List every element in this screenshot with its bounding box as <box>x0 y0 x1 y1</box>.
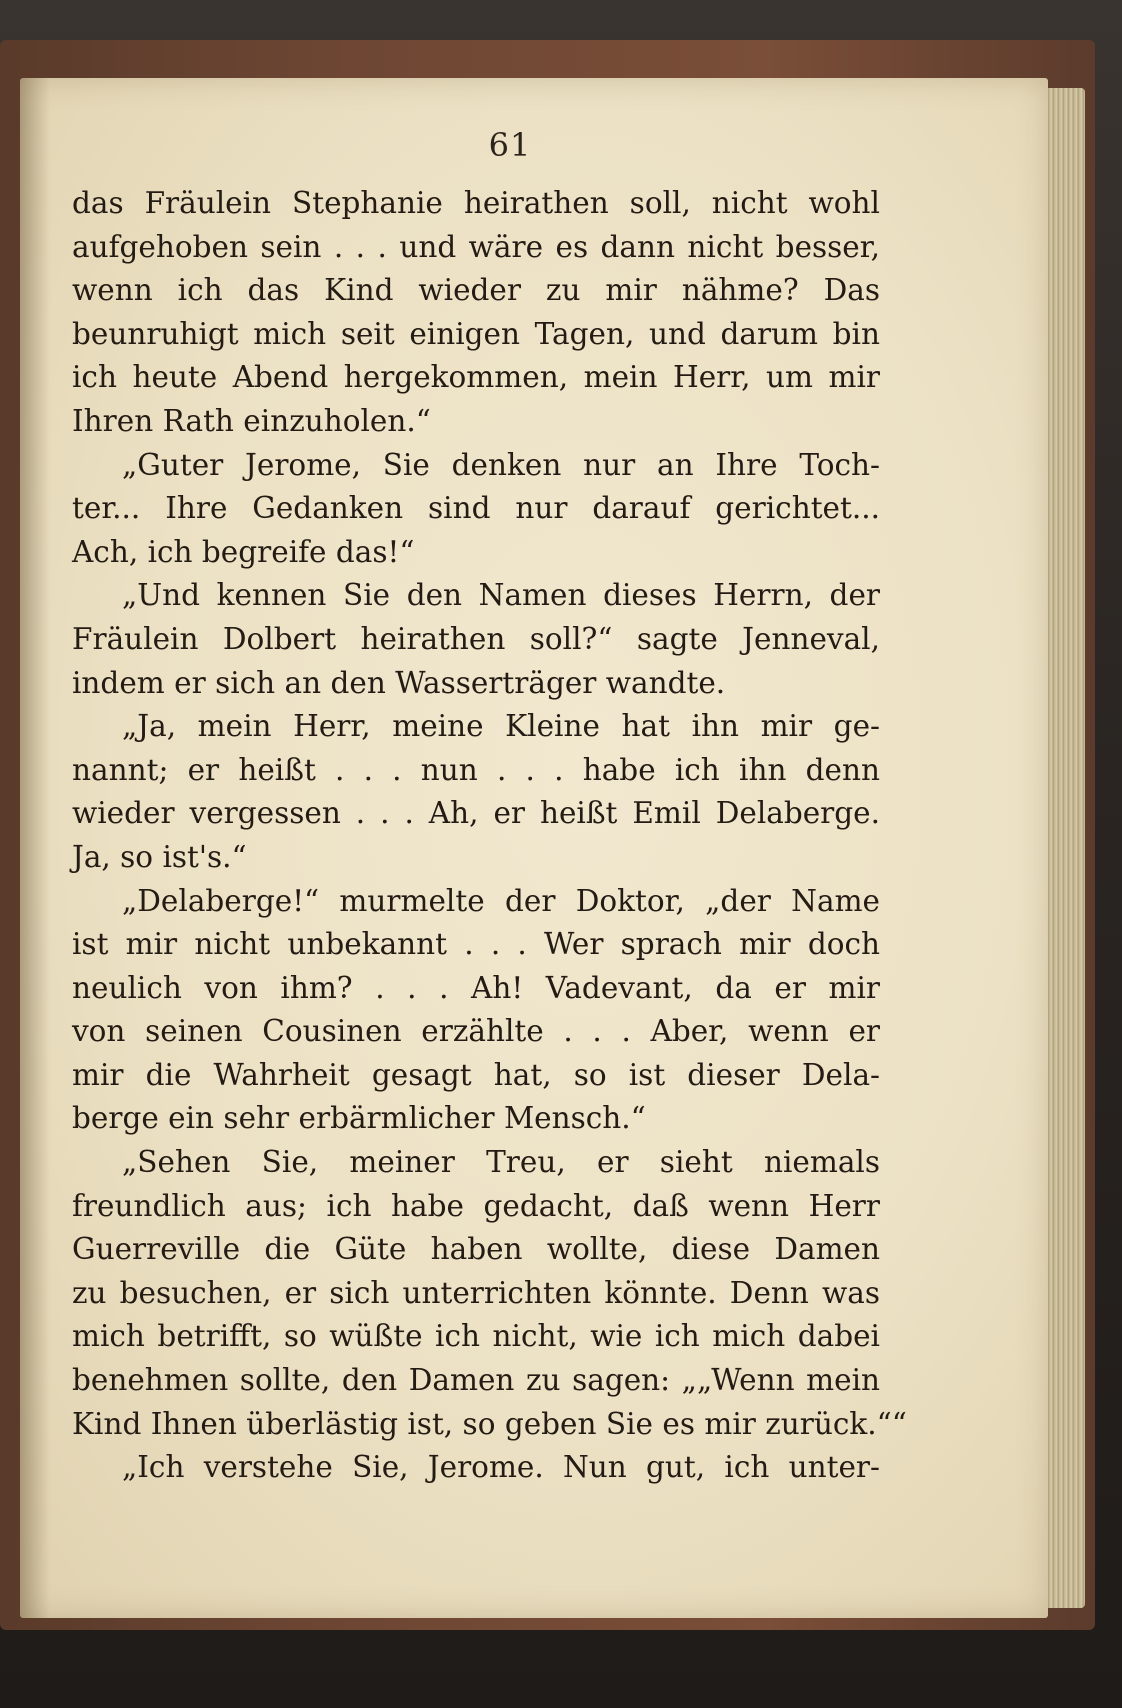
spine-shadow <box>20 78 50 1618</box>
text-line: Fräulein Dolbert heirathen soll?“ sagte Jenneval, <box>72 621 880 656</box>
text-line: aufgehoben sein . . . und wäre es dann nicht besser, <box>72 229 880 264</box>
text-line: ist mir nicht unbekannt . . . Wer sprach mir doch <box>72 927 880 962</box>
text-line: von seinen Cousinen erzählte . . . Aber, wenn er <box>72 1014 880 1049</box>
text-line: ter... Ihre Gedanken sind nur darauf gerichtet... <box>72 491 880 526</box>
text-line: freundlich aus; ich habe gedacht, daß wenn Herr <box>72 1188 880 1223</box>
text-line: zu besuchen, er sich unterrichten könnte. Denn was <box>72 1275 880 1310</box>
text-line: Ja, so ist's.“ <box>72 839 247 874</box>
text-line: indem er sich an den Wasserträger wandte. <box>72 665 726 700</box>
text-line: benehmen sollte, den Damen zu sagen: „„Wenn mein <box>72 1363 880 1398</box>
text-line: wenn ich das Kind wieder zu mir nähme? Das <box>72 273 880 308</box>
text-line: das Fräulein Stephanie heirathen soll, nicht wohl <box>72 186 880 220</box>
text-line: beunruhigt mich seit einigen Tagen, und darum bin <box>72 316 880 351</box>
text-line: nannt; er heißt . . . nun . . . habe ich ihn denn <box>72 752 880 787</box>
text-line: „Guter Jerome, Sie denken nur an Ihre Toch- <box>122 447 880 482</box>
text-line: mir die Wahrheit gesagt hat, so ist dieser Dela- <box>72 1057 880 1092</box>
text-line: „Ja, mein Herr, meine Kleine hat ihn mir ge- <box>122 709 880 744</box>
text-line: neulich von ihm? . . . Ah! Vadevant, da er mir <box>72 970 880 1005</box>
text-line: Kind Ihnen überlästig ist, so geben Sie es mir zurück.““ <box>72 1406 907 1441</box>
text-line: Ach, ich begreife das!“ <box>72 534 415 569</box>
text-line: „Und kennen Sie den Namen dieses Herrn, der <box>122 578 880 613</box>
text-line: Ihren Rath einzuholen.“ <box>72 403 431 438</box>
book-page <box>20 78 1048 1618</box>
text-line: Guerreville die Güte haben wollte, diese Damen <box>72 1232 880 1267</box>
text-line: „Sehen Sie, meiner Treu, er sieht niemals <box>122 1145 880 1180</box>
text-line: berge ein sehr erbärmlicher Mensch.“ <box>72 1101 646 1136</box>
page-number: 61 <box>488 126 532 164</box>
text-line: ich heute Abend hergekommen, mein Herr, um mir <box>72 360 880 395</box>
page-text <box>72 182 907 1490</box>
text-line: „Delaberge!“ murmelte der Doktor, „der Name <box>122 883 880 918</box>
text-line: wieder vergessen . . . Ah, er heißt Emil Delaberge. <box>72 796 880 831</box>
text-line: „Ich verstehe Sie, Jerome. Nun gut, ich unter- <box>122 1450 880 1485</box>
text-line: mich betrifft, so wüßte ich nicht, wie ich mich dabei <box>72 1319 880 1354</box>
